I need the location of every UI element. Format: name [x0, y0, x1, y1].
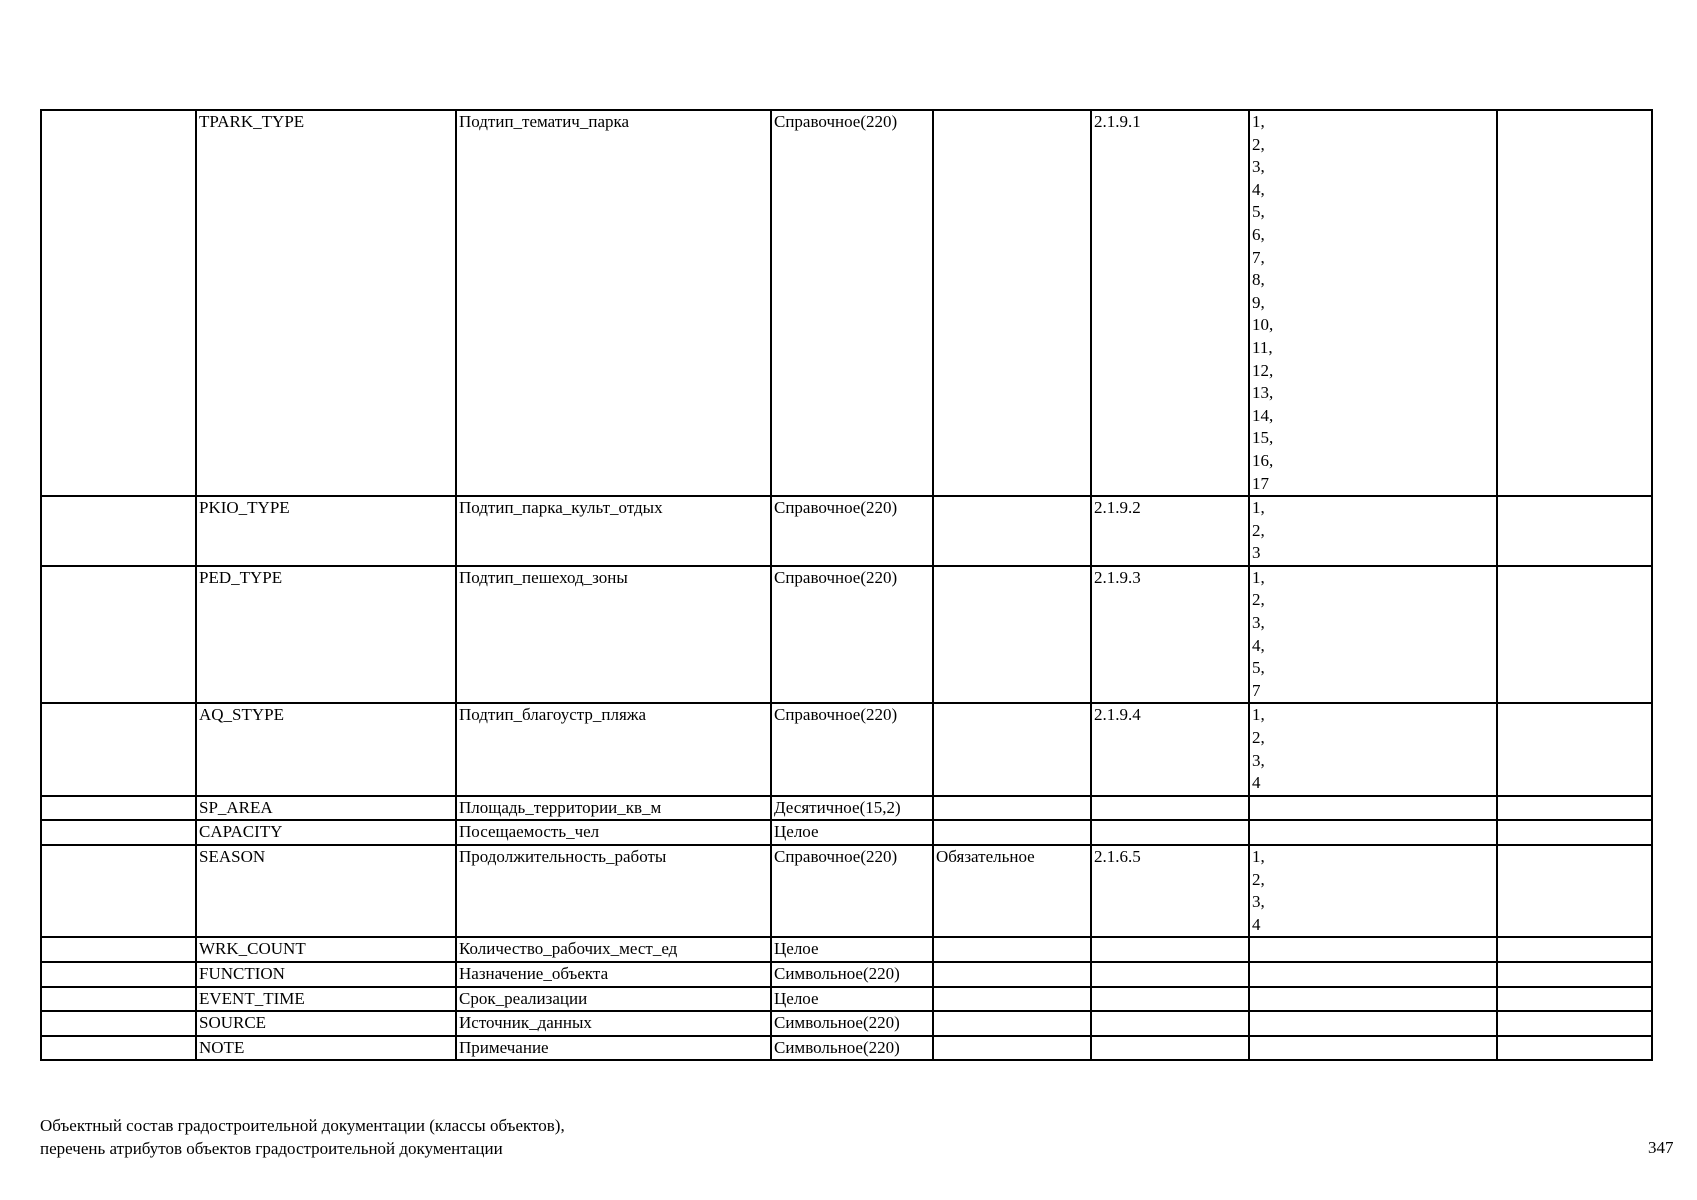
attribute-alias-cell: Примечание [456, 1036, 771, 1061]
table-row [41, 820, 1652, 845]
attribute-required-cell [933, 987, 1091, 1012]
table-row [41, 703, 1652, 795]
attribute-name-cell: SOURCE [196, 1011, 456, 1036]
classifier-ref-cell: 2.1.9.1 [1091, 110, 1249, 496]
code-value: 2, [1252, 590, 1265, 610]
class-cell [41, 496, 196, 566]
attribute-type-cell: Целое [771, 987, 933, 1012]
codes-cell [1249, 962, 1497, 987]
attribute-name-cell: AQ_STYPE [196, 703, 456, 795]
attribute-name-cell: SEASON [196, 845, 456, 937]
classifier-ref-cell [1091, 1036, 1249, 1061]
page-number: 347 [1648, 1138, 1674, 1157]
attribute-alias-cell: Подтип_благоустр_пляжа [456, 703, 771, 795]
table-row [41, 987, 1652, 1012]
attribute-required-cell [933, 937, 1091, 962]
attribute-required-cell [933, 110, 1091, 496]
attribute-required-cell: Обязательное [933, 845, 1091, 937]
classifier-ref-cell: 2.1.9.2 [1091, 496, 1249, 566]
classifier-ref-cell [1091, 962, 1249, 987]
note-cell [1497, 566, 1652, 704]
classifier-ref-cell [1091, 820, 1249, 845]
attribute-name-cell: PKIO_TYPE [196, 496, 456, 566]
footer-caption [40, 1114, 565, 1160]
attribute-name-cell: WRK_COUNT [196, 937, 456, 962]
attribute-alias-cell: Подтип_тематич_парка [456, 110, 771, 496]
codes-cell [1249, 987, 1497, 1012]
codes-cell [1249, 496, 1497, 566]
note-cell [1497, 703, 1652, 795]
class-cell [41, 703, 196, 795]
attribute-alias-cell: Назначение_объекта [456, 962, 771, 987]
classifier-ref-cell: 2.1.9.4 [1091, 703, 1249, 795]
class-cell [41, 1036, 196, 1061]
classifier-ref-cell [1091, 1011, 1249, 1036]
footer-line-1: Объектный состав градостроительной документации (классы объектов), [40, 1116, 565, 1135]
table-row [41, 1036, 1652, 1061]
codes-cell [1249, 820, 1497, 845]
classifier-ref-cell: 2.1.9.3 [1091, 566, 1249, 704]
table-row [41, 1011, 1652, 1036]
code-value: 2, [1252, 134, 1265, 154]
attribute-type-cell: Справочное(220) [771, 496, 933, 566]
note-cell [1497, 1011, 1652, 1036]
attribute-name-cell: PED_TYPE [196, 566, 456, 704]
attribute-required-cell [933, 796, 1091, 821]
note-cell [1497, 796, 1652, 821]
attribute-alias-cell: Срок_реализации [456, 987, 771, 1012]
code-value: 1, [1252, 112, 1265, 131]
table-row [41, 962, 1652, 987]
attribute-name-cell: NOTE [196, 1036, 456, 1061]
class-cell [41, 962, 196, 987]
class-cell [41, 937, 196, 962]
code-value: 3, [1252, 750, 1265, 770]
code-value: 11, [1252, 337, 1273, 357]
class-cell [41, 820, 196, 845]
code-value: 2, [1252, 728, 1265, 748]
class-cell [41, 110, 196, 496]
code-value: 9, [1252, 292, 1265, 312]
code-value: 16, [1252, 450, 1274, 470]
code-value: 4 [1252, 914, 1261, 934]
class-cell [41, 1011, 196, 1036]
attribute-name-cell: EVENT_TIME [196, 987, 456, 1012]
attribute-alias-cell: Подтип_пешеход_зоны [456, 566, 771, 704]
code-value: 10, [1252, 315, 1274, 335]
code-value: 7, [1252, 247, 1265, 267]
code-value: 3, [1252, 157, 1265, 177]
attribute-alias-cell: Источник_данных [456, 1011, 771, 1036]
codes-cell [1249, 110, 1497, 496]
note-cell [1497, 962, 1652, 987]
attribute-type-cell: Справочное(220) [771, 703, 933, 795]
codes-cell [1249, 1011, 1497, 1036]
classifier-ref-cell [1091, 796, 1249, 821]
code-value: 12, [1252, 360, 1274, 380]
codes-cell [1249, 937, 1497, 962]
note-cell [1497, 845, 1652, 937]
code-value: 17 [1252, 473, 1269, 493]
attributes-table [40, 109, 1653, 1061]
attribute-type-cell: Целое [771, 937, 933, 962]
note-cell [1497, 987, 1652, 1012]
classifier-ref-cell: 2.1.6.5 [1091, 845, 1249, 937]
attribute-type-cell: Символьное(220) [771, 962, 933, 987]
attribute-required-cell [933, 703, 1091, 795]
code-value: 5, [1252, 202, 1265, 222]
code-value: 14, [1252, 405, 1274, 425]
note-cell [1497, 110, 1652, 496]
attribute-required-cell [933, 820, 1091, 845]
attribute-type-cell: Справочное(220) [771, 845, 933, 937]
table-row [41, 496, 1652, 566]
table-row [41, 845, 1652, 937]
note-cell [1497, 1036, 1652, 1061]
attribute-required-cell [933, 1036, 1091, 1061]
code-value: 4, [1252, 179, 1265, 199]
attribute-type-cell: Символьное(220) [771, 1011, 933, 1036]
classifier-ref-cell [1091, 987, 1249, 1012]
code-value: 3, [1252, 892, 1265, 912]
code-value: 6, [1252, 224, 1265, 244]
class-cell [41, 796, 196, 821]
table-row [41, 937, 1652, 962]
attribute-type-cell: Справочное(220) [771, 110, 933, 496]
code-value: 2, [1252, 520, 1265, 540]
code-value: 13, [1252, 383, 1274, 403]
attribute-name-cell: TPARK_TYPE [196, 110, 456, 496]
code-value: 2, [1252, 869, 1265, 889]
class-cell [41, 566, 196, 704]
footer-line-2: перечень атрибутов объектов градостроительной документации [40, 1139, 503, 1158]
codes-cell [1249, 845, 1497, 937]
table-row [41, 110, 1652, 496]
attribute-type-cell: Целое [771, 820, 933, 845]
attribute-alias-cell: Продолжительность_работы [456, 845, 771, 937]
attribute-alias-cell: Площадь_территории_кв_м [456, 796, 771, 821]
table-row [41, 566, 1652, 704]
attribute-required-cell [933, 962, 1091, 987]
attribute-name-cell: FUNCTION [196, 962, 456, 987]
note-cell [1497, 496, 1652, 566]
code-value: 3 [1252, 543, 1261, 563]
code-value: 1, [1252, 705, 1265, 725]
codes-cell [1249, 703, 1497, 795]
attribute-name-cell: CAPACITY [196, 820, 456, 845]
table-body [41, 110, 1652, 1060]
attribute-alias-cell: Посещаемость_чел [456, 820, 771, 845]
attribute-required-cell [933, 496, 1091, 566]
class-cell [41, 845, 196, 937]
code-value: 8, [1252, 270, 1265, 290]
attribute-name-cell: SP_AREA [196, 796, 456, 821]
attribute-required-cell [933, 566, 1091, 704]
code-value: 1, [1252, 847, 1265, 866]
codes-cell [1249, 1036, 1497, 1061]
code-value: 1, [1252, 498, 1265, 518]
code-value: 4, [1252, 635, 1265, 655]
code-value: 15, [1252, 428, 1274, 448]
code-value: 1, [1252, 567, 1265, 587]
attribute-alias-cell: Количество_рабочих_мест_ед [456, 937, 771, 962]
codes-cell [1249, 796, 1497, 821]
note-cell [1497, 937, 1652, 962]
attribute-type-cell: Справочное(220) [771, 566, 933, 704]
table-row [41, 796, 1652, 821]
attribute-required-cell [933, 1011, 1091, 1036]
code-value: 3, [1252, 613, 1265, 633]
attribute-type-cell: Десятичное(15,2) [771, 796, 933, 821]
codes-cell [1249, 566, 1497, 704]
note-cell [1497, 820, 1652, 845]
attribute-alias-cell: Подтип_парка_культ_отдых [456, 496, 771, 566]
code-value: 4 [1252, 773, 1261, 793]
classifier-ref-cell [1091, 937, 1249, 962]
code-value: 5, [1252, 658, 1265, 678]
attribute-type-cell: Символьное(220) [771, 1036, 933, 1061]
class-cell [41, 987, 196, 1012]
code-value: 7 [1252, 680, 1261, 700]
